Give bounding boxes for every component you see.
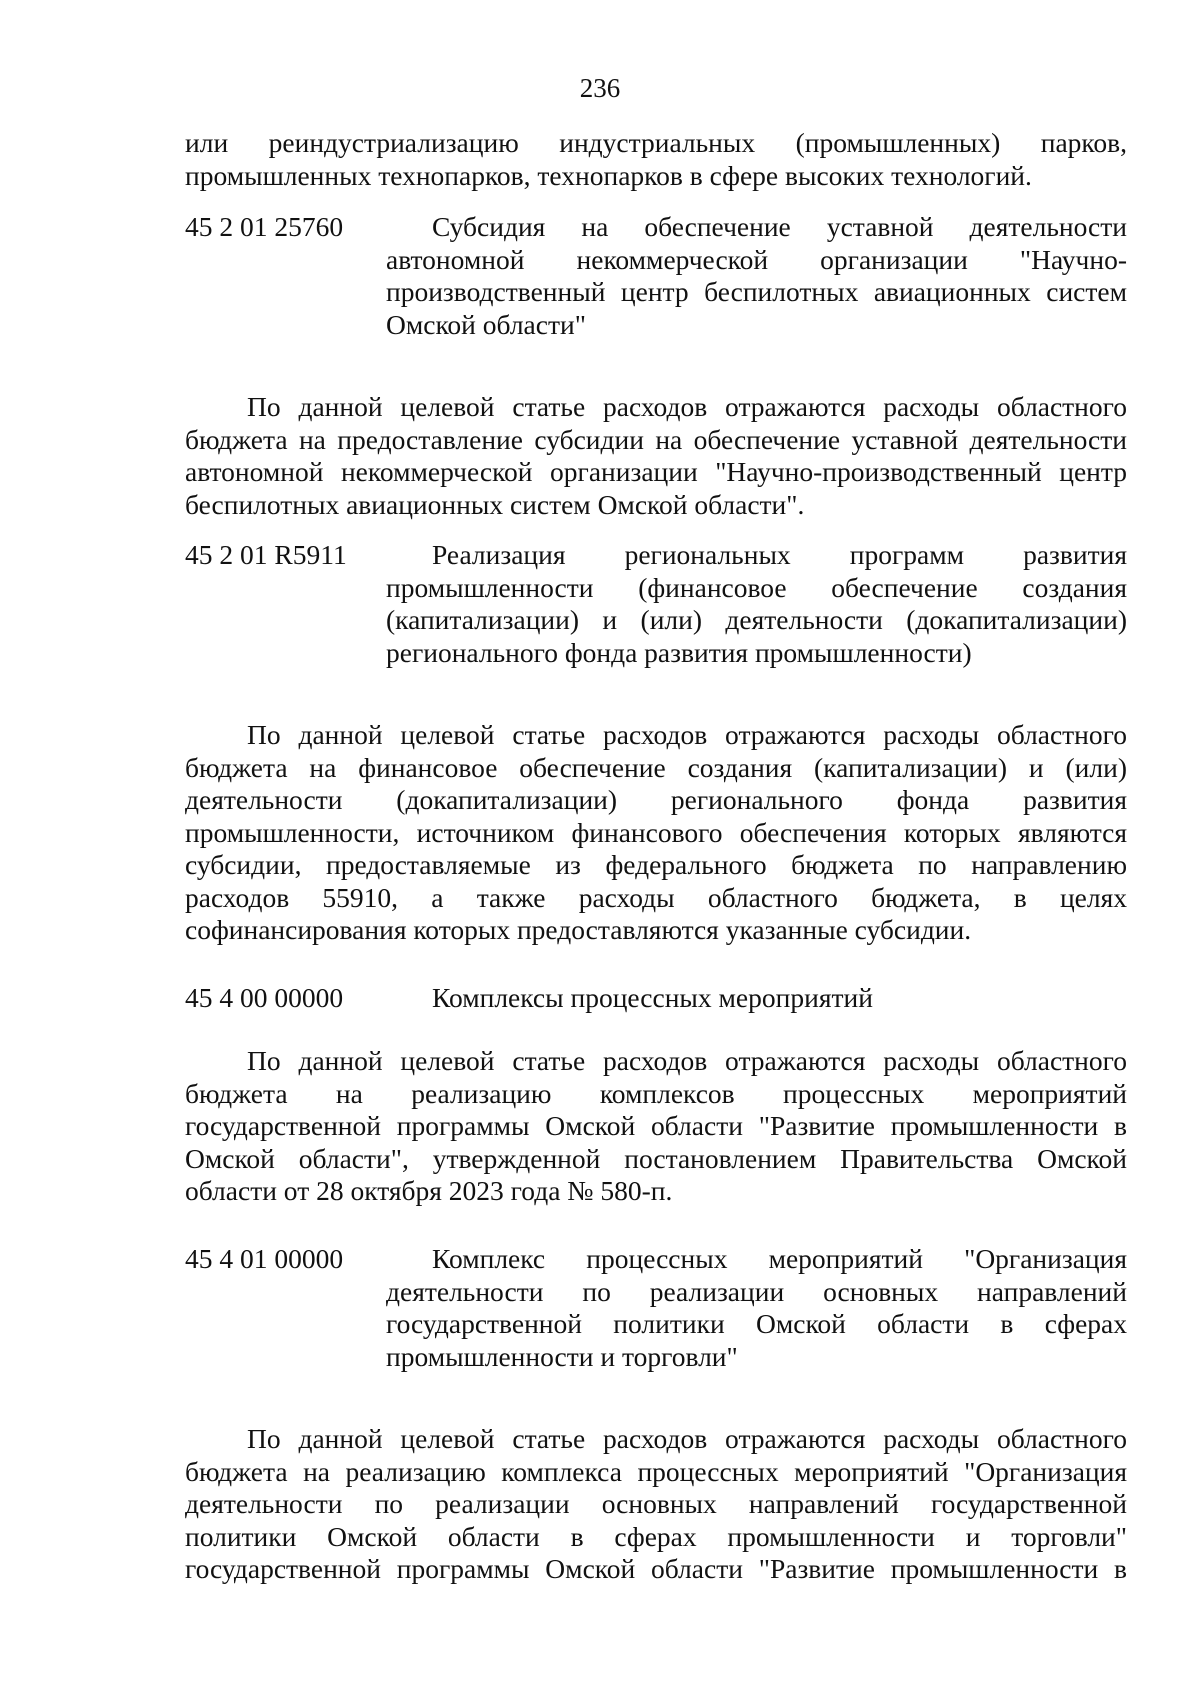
text-line: По данной целевой статье расходов отражаются расходы областного <box>247 1045 1127 1076</box>
text-line: (капитализации) и (или) деятельности (докапитализации) <box>386 604 1127 635</box>
text-line: государственной политики Омской области в сферах <box>386 1308 1127 1339</box>
text-line: Субсидия на обеспечение уставной деятельности <box>432 211 1127 242</box>
entry-description <box>185 1045 1127 1208</box>
text-line: По данной целевой статье расходов отражаются расходы областного <box>247 1423 1127 1454</box>
text-line: деятельности (докапитализации) регионального фонда развития <box>185 784 1127 815</box>
text-line: По данной целевой статье расходов отражаются расходы областного <box>247 719 1127 750</box>
text-line: промышленности, источником финансового обеспечения которых являются <box>185 816 1127 848</box>
budget-entry-25760 <box>185 211 1127 341</box>
entry-title <box>386 982 1127 1015</box>
text-line: Комплекс процессных мероприятий "Организация <box>432 1243 1127 1274</box>
text-line: субсидии, предоставляемые из федерального бюджета по направлению <box>185 849 1127 880</box>
text-line: Омской области" <box>386 308 586 340</box>
text-line: промышленных технопарков, технопарков в сфере высоких технологий. <box>185 159 1032 191</box>
entry-description <box>185 391 1127 521</box>
text-line: государственной программы Омской области "Развитие промышленности в <box>185 1553 1127 1584</box>
classification-code: 45 2 01 R5911 <box>185 539 347 570</box>
budget-entry-R5911 <box>185 539 1127 669</box>
entry-title <box>386 1243 1127 1373</box>
entry-description <box>185 719 1127 947</box>
text-line: деятельности по реализации основных направлений государственной <box>185 1488 1127 1519</box>
text-line: области от 28 октября 2023 года № 580-п. <box>185 1175 673 1206</box>
text-line: промышленности (финансовое обеспечение создания <box>386 571 1127 603</box>
text-line: бюджета на реализацию комплекса процессных мероприятий "Организация <box>185 1455 1127 1487</box>
text-line: промышленности и торговли" <box>386 1340 738 1372</box>
entry-title <box>386 211 1127 341</box>
classification-code: 45 4 01 00000 <box>185 1243 344 1274</box>
intro-paragraph <box>185 127 1127 192</box>
classification-code: 45 4 00 00000 <box>185 982 344 1013</box>
entry-description <box>185 1423 1127 1586</box>
text-line: автономной некоммерческой организации "Научно-производственный центр <box>185 456 1127 487</box>
text-line: бюджета на финансовое обеспечение создания (капитализации) и (или) <box>185 751 1127 783</box>
text-line: Омской области", утвержденной постановлением Правительства Омской <box>185 1142 1127 1174</box>
text-line: регионального фонда развития промышленности) <box>386 636 972 668</box>
text-line: бюджета на предоставление субсидии на обеспечение уставной деятельности <box>185 423 1127 455</box>
text-line: бюджета на реализацию комплексов процессных мероприятий <box>185 1077 1127 1109</box>
classification-code: 45 2 01 25760 <box>185 211 344 242</box>
text-line: государственной программы Омской области "Развитие промышленности в <box>185 1110 1127 1141</box>
text-line: автономной некоммерческой организации "Научно- <box>386 243 1127 275</box>
text-line: беспилотных авиационных систем Омской области". <box>185 488 805 520</box>
text-line: По данной целевой статье расходов отражаются расходы областного <box>247 391 1127 422</box>
text-line: или реиндустриализацию индустриальных (промышленных) парков, <box>185 127 1127 158</box>
text-line: расходов 55910, а также расходы областного бюджета, в целях <box>185 881 1127 913</box>
text-line: производственный центр беспилотных авиационных систем <box>386 276 1127 307</box>
text-line: софинансирования которых предоставляются указанные субсидии. <box>185 914 972 945</box>
text-line: деятельности по реализации основных направлений <box>386 1275 1127 1307</box>
entry-title <box>386 539 1127 669</box>
text-line: политики Омской области в сферах промышленности и торговли" <box>185 1520 1127 1552</box>
budget-entry-45400 <box>185 982 1127 1015</box>
text-line: Комплексы процессных мероприятий <box>432 982 873 1013</box>
page-number: 236 <box>579 73 621 103</box>
budget-entry-45401 <box>185 1243 1127 1373</box>
text-line: Реализация региональных программ развития <box>432 539 1127 570</box>
